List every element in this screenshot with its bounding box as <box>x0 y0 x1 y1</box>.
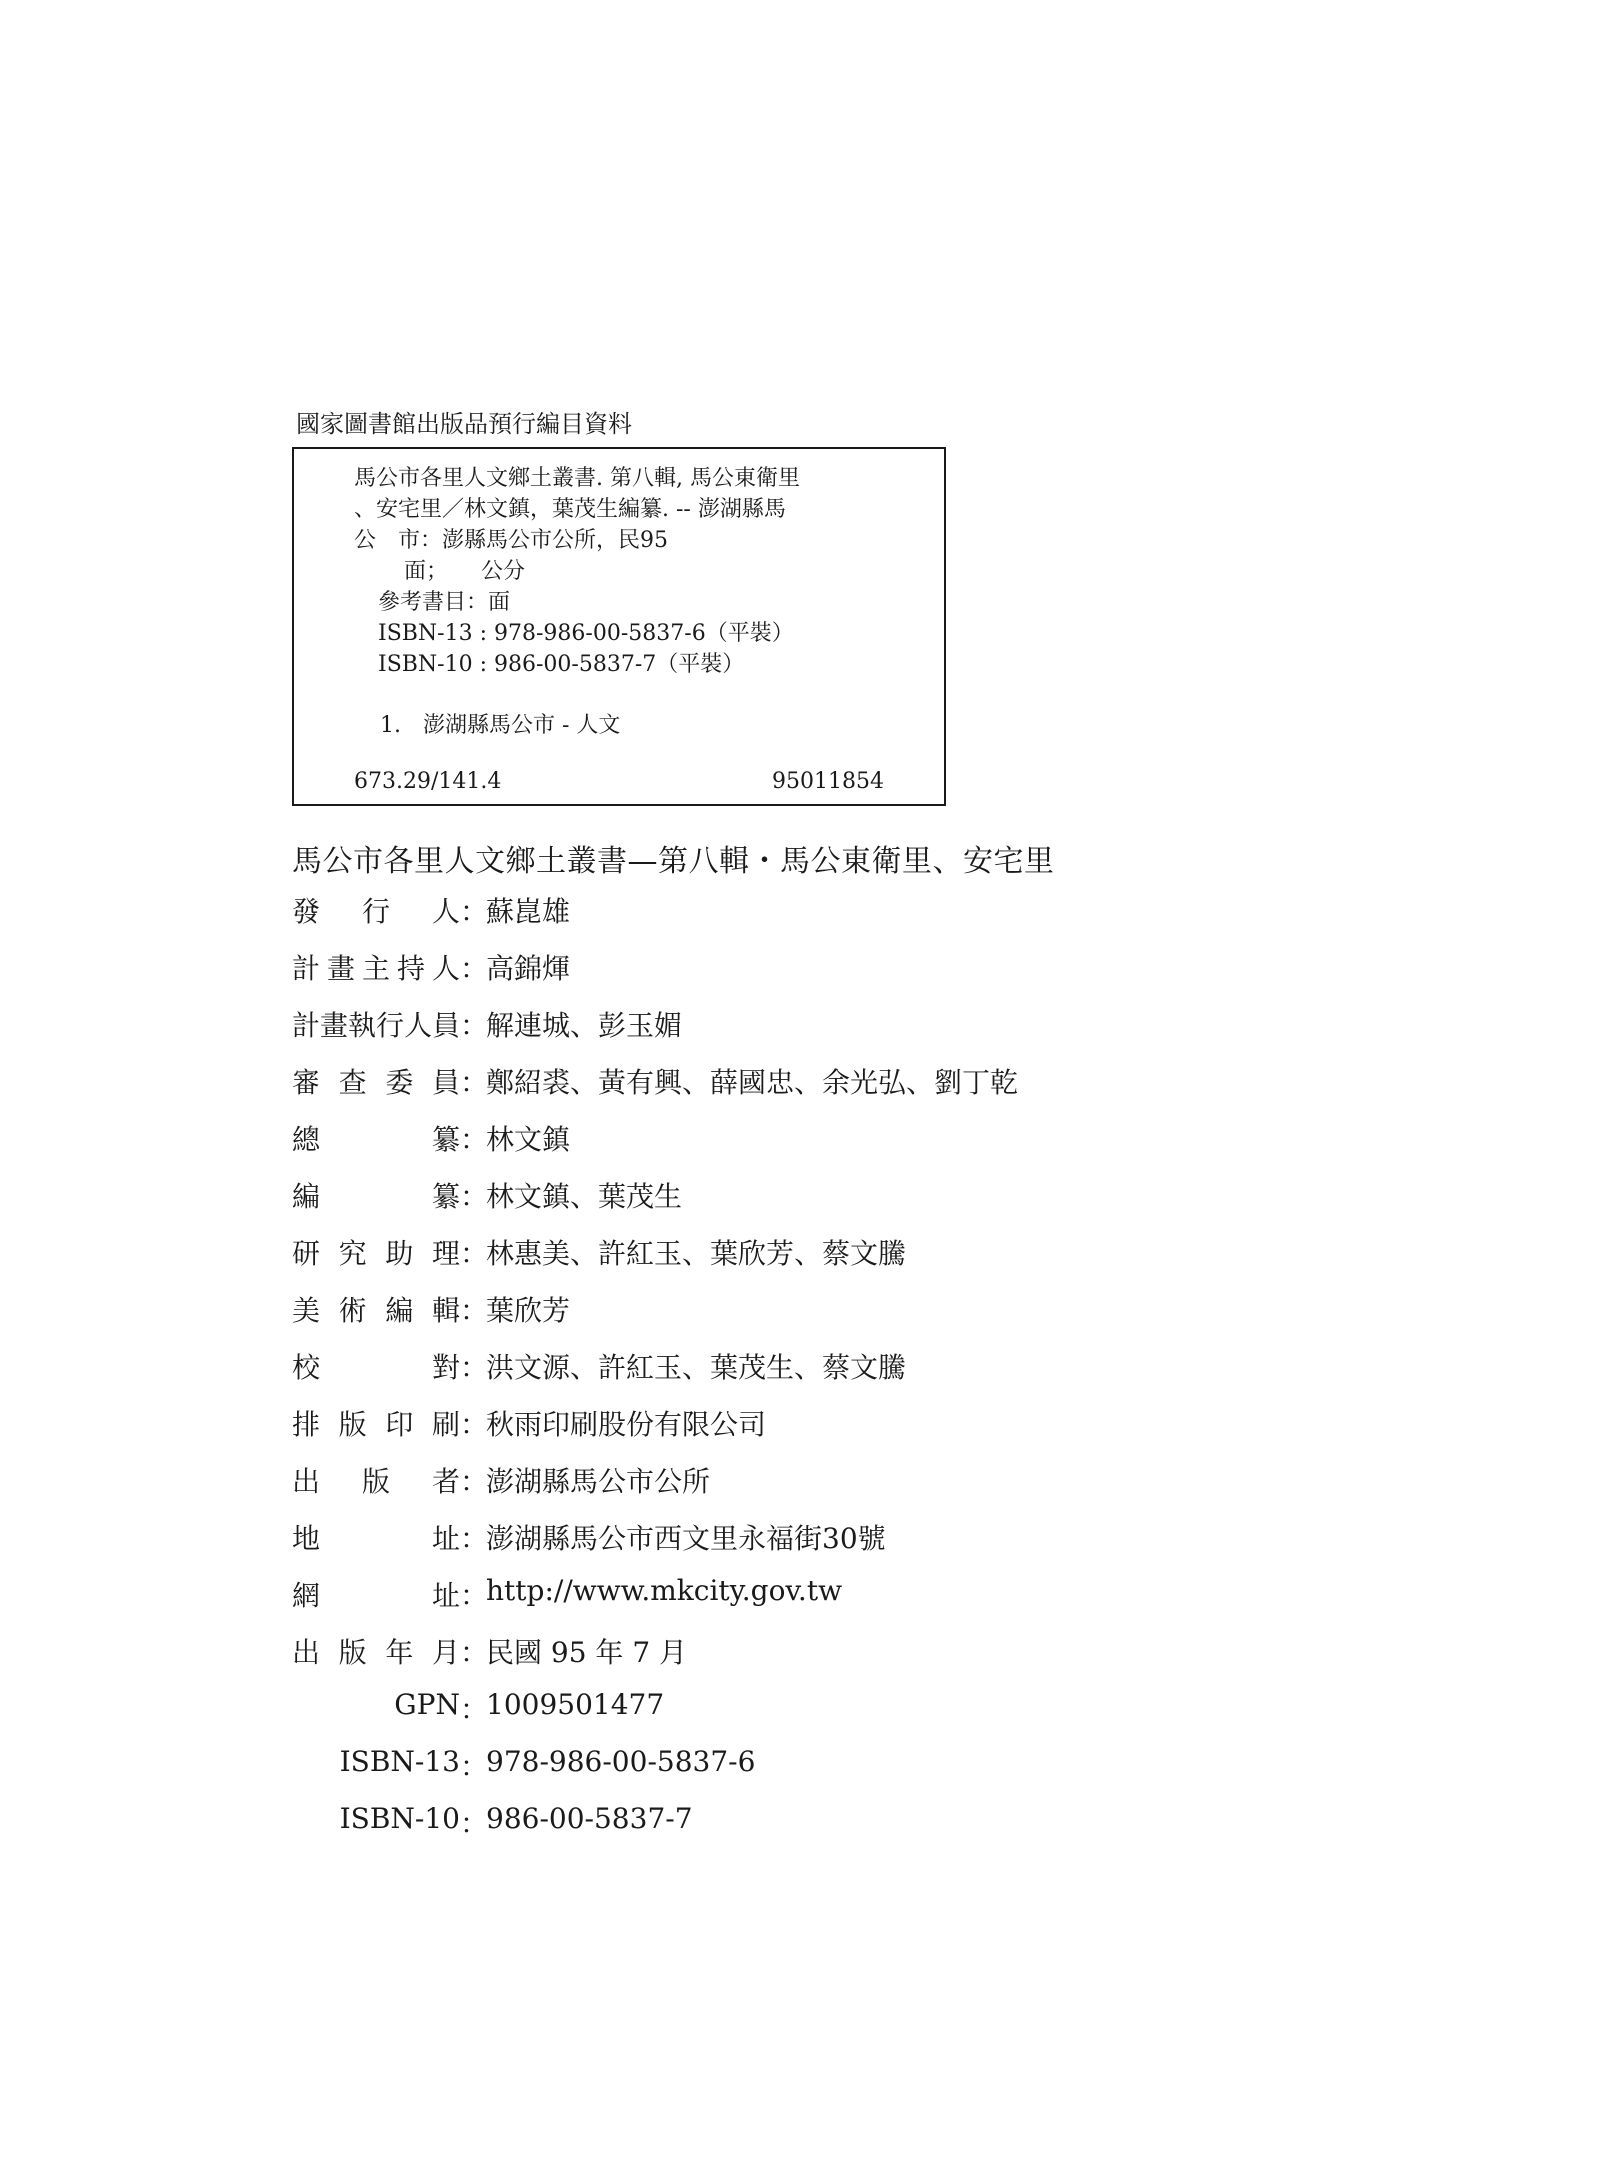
credit-value: 林文鎮、葉茂生 <box>486 1180 683 1213</box>
credit-label: ISBN-10 <box>339 1802 460 1835</box>
credit-row-chief-compiler <box>292 1118 1018 1175</box>
cip-line-3: 公 市：澎縣馬公市公所，民95 <box>354 528 668 553</box>
credit-value: 解連城、彭玉媚 <box>486 1009 683 1042</box>
credit-row-publication-date <box>292 1631 1018 1688</box>
credit-value: 1009501477 <box>486 1688 665 1721</box>
credit-label: 美 術 編 輯 <box>292 1294 460 1327</box>
credit-row-project-staff <box>292 1004 1018 1061</box>
cip-line-7: ISBN-10 : 986-00-5837-7（平裝） <box>378 652 745 677</box>
credit-colon: ： <box>460 1408 489 1441</box>
credit-colon: ： <box>460 1750 489 1783</box>
credit-label: 排 版 印 刷 <box>292 1408 460 1441</box>
credit-row-isbn-10 <box>292 1802 1018 1859</box>
credit-colon: ： <box>460 952 489 985</box>
cip-record-box <box>292 447 946 806</box>
cip-line-2: 、安宅里／林文鎮，葉茂生編纂. -- 澎湖縣馬 <box>354 497 786 522</box>
credit-colon: ： <box>460 1579 489 1612</box>
credit-row-address <box>292 1517 1018 1574</box>
credit-value: 洪文源、許紅玉、葉茂生、蔡文騰 <box>486 1351 907 1384</box>
cip-line-1: 馬公市各里人文鄉土叢書. 第八輯, 馬公東衛里 <box>354 466 800 491</box>
credit-value: 986-00-5837-7 <box>486 1802 693 1835</box>
credit-value: 978-986-00-5837-6 <box>486 1745 756 1778</box>
credit-row-art-editor <box>292 1289 1018 1346</box>
credit-label: 網 址 <box>292 1579 460 1612</box>
credit-row-gpn <box>292 1688 1018 1745</box>
credit-colon: ： <box>460 895 489 928</box>
credit-value: 鄭紹裘、黃有興、薛國忠、余光弘、劉丁乾 <box>486 1066 1019 1099</box>
credit-label: 出 版 年 月 <box>292 1636 460 1669</box>
credit-row-isbn-13 <box>292 1745 1018 1802</box>
credit-colon: ： <box>460 1123 489 1156</box>
credit-colon: ： <box>460 1636 489 1669</box>
credit-value: 高錦煇 <box>486 952 571 985</box>
credit-value: 澎湖縣馬公市公所 <box>486 1465 711 1498</box>
credit-label: 發 行 人 <box>292 895 460 928</box>
cip-subject: 1. 澎湖縣馬公市 - 人文 <box>380 713 621 738</box>
credit-label: 計 畫 主 持 人 <box>292 952 460 985</box>
credit-label: 研 究 助 理 <box>292 1237 460 1270</box>
credits-list <box>292 890 1018 1859</box>
credit-value: 蘇崑雄 <box>486 895 571 928</box>
credit-label: 審 查 委 員 <box>292 1066 460 1099</box>
credit-colon: ： <box>460 1009 489 1042</box>
credit-value: 林文鎮 <box>486 1123 571 1156</box>
credit-colon: ： <box>460 1465 489 1498</box>
credit-colon: ： <box>460 1294 489 1327</box>
cip-line-4: 面； 公分 <box>404 559 526 584</box>
credit-label: 總 纂 <box>292 1123 460 1156</box>
credit-label: ISBN-13 <box>339 1745 460 1778</box>
credit-colon: ： <box>460 1237 489 1270</box>
cip-heading: 國家圖書館出版品預行編目資料 <box>296 410 632 438</box>
credit-row-compilers <box>292 1175 1018 1232</box>
credit-value: 秋雨印刷股份有限公司 <box>486 1408 767 1441</box>
cip-line-5: 參考書目：面 <box>378 590 511 615</box>
credit-colon: ： <box>460 1522 489 1555</box>
credit-row-website <box>292 1574 1018 1631</box>
credit-row-publisher <box>292 1460 1018 1517</box>
credit-row-proofreaders <box>292 1346 1018 1403</box>
credit-label: 計 畫 執 行 人 員 <box>292 1009 461 1042</box>
credit-colon: ： <box>460 1693 489 1726</box>
cip-record-number: 95011854 <box>772 769 884 794</box>
credit-colon: ： <box>460 1066 489 1099</box>
credit-value: 澎湖縣馬公市西文里永福街30號 <box>486 1522 886 1555</box>
credit-row-printer <box>292 1403 1018 1460</box>
credit-value: 葉欣芳 <box>486 1294 571 1327</box>
website-url: http://www.mkcity.gov.tw <box>486 1574 843 1607</box>
credit-row-review-committee <box>292 1061 1018 1118</box>
credit-value: 林惠美、許紅玉、葉欣芳、蔡文騰 <box>486 1237 907 1270</box>
credit-label: 編 纂 <box>292 1180 460 1213</box>
credit-label: 出 版 者 <box>292 1465 460 1498</box>
credit-colon: ： <box>460 1807 489 1840</box>
credit-row-project-host <box>292 947 1018 1004</box>
cip-call-number: 673.29/141.4 <box>354 769 502 794</box>
cip-line-6: ISBN-13 : 978-986-00-5837-6（平裝） <box>378 621 794 646</box>
credit-label: 校 對 <box>292 1351 460 1384</box>
book-title: 馬公市各里人文鄉土叢書—第八輯・馬公東衛里、安宅里 <box>292 844 1055 879</box>
credit-colon: ： <box>460 1351 489 1384</box>
credit-row-publisher-person <box>292 890 1018 947</box>
credit-value: 民國 95 年 7 月 <box>486 1636 688 1669</box>
credit-row-research-assistants <box>292 1232 1018 1289</box>
credit-label: GPN <box>394 1688 460 1721</box>
credit-colon: ： <box>460 1180 489 1213</box>
credit-label: 地 址 <box>292 1522 460 1555</box>
